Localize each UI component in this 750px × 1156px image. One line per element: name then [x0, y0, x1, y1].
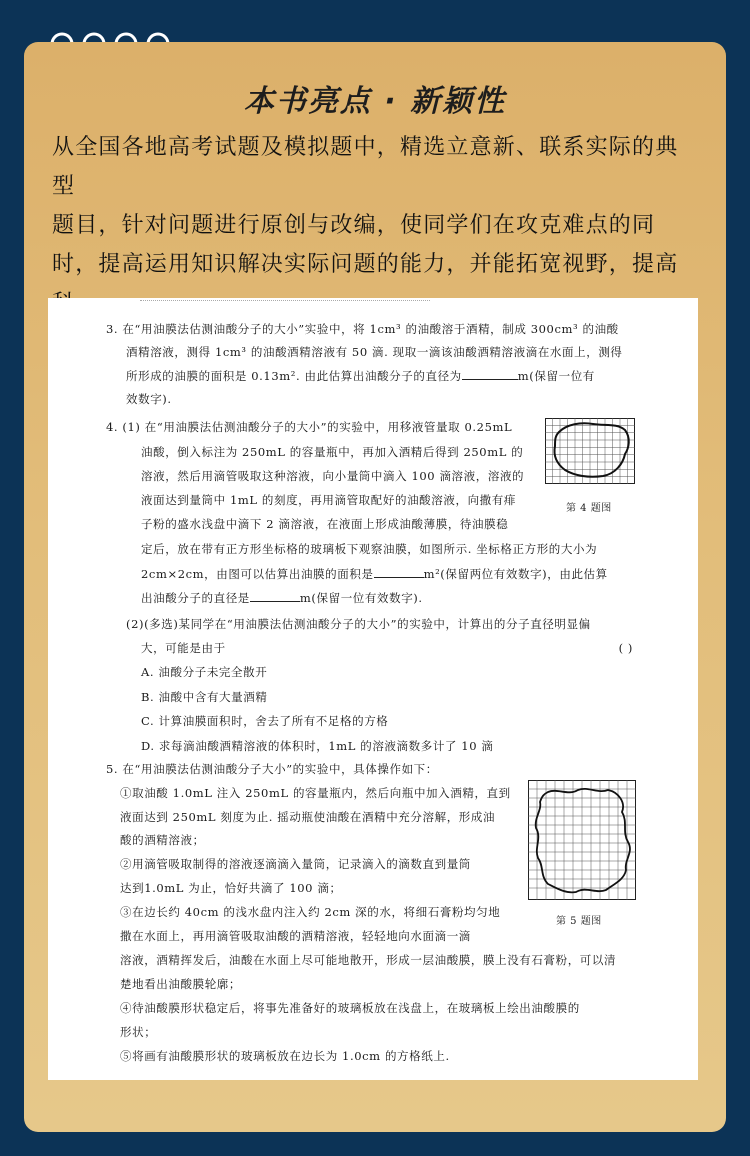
- q5-step1-line-1: ①取油酸 1.0mL 注入 250mL 的容量瓶内，然后向瓶中加入酒精，直到: [120, 786, 511, 800]
- q3-line-2: 酒精溶液，测得 1cm³ 的油酸酒精溶液有 50 滴. 现取一滴该油酸酒精溶液滴在水面上，测得: [126, 345, 623, 359]
- q5-step2-line-2: 达到1.0mL 为止，恰好共滴了 100 滴；: [120, 881, 342, 895]
- q4-line-6: 定后，放在带有正方形坐标格的玻璃板下观察油膜，如图所示. 坐标格正方形的大小为: [141, 542, 598, 556]
- q5-oil-film-grid-figure: [528, 780, 636, 900]
- q4-line-8: 出油酸分子的直径是 m(保留一位有效数字).: [141, 591, 423, 605]
- q4-line-1: 4. (1) 在“用油膜法估测油酸分子的大小”的实验中，用移液管量取 0.25mL: [106, 420, 513, 434]
- q4-line-2: 油酸，倒入标注为 250mL 的容量瓶中，再加入酒精后得到 250mL 的: [141, 445, 524, 459]
- q5-step3-line-1: ③在边长约 40cm 的浅水盘内注入约 2cm 深的水，将细石膏粉均匀地: [120, 905, 501, 919]
- q3-line-3: 所形成的油膜的面积是 0.13m². 由此估算出油酸分子的直径为 m(保留一位有: [126, 369, 595, 383]
- q4-option-a: A. 油酸分子未完全散开: [141, 665, 268, 679]
- card-title: 本书亮点 · 新颖性: [243, 84, 507, 119]
- q4-option-c: C. 计算油膜面积时，舍去了所有不足格的方格: [141, 714, 389, 728]
- q3-line-1: 3. 在“用油膜法估测油酸分子的大小”实验中，将 1cm³ 的油酸溶于酒精，制成 300cm³ 的油酸: [106, 322, 619, 336]
- intro-line-3: 时，提高运用知识解决实际问题的能力，并能拓宽视野，提高: [52, 252, 679, 277]
- q4-oil-film-grid-figure: [545, 418, 635, 484]
- q4-answer-paren: ( ): [618, 641, 633, 655]
- q4-diameter-blank: [250, 591, 300, 602]
- q4-option-b: B. 油酸中含有大量酒精: [141, 690, 268, 704]
- q4-part2-line-1: (2)(多选)某同学在“用油膜法估测油酸分子的大小”的实验中，计算出的分子直径明显偏: [126, 617, 591, 631]
- q5-step4-line-1: ④待油酸膜形状稳定后，将事先准备好的玻璃板放在浅盘上，在玻璃板上绘出油酸膜的: [120, 1001, 580, 1015]
- q3-line-4: 效数字).: [126, 392, 172, 406]
- q5-step3-line-3: 溶液，酒精挥发后，油酸在水面上尽可能地散开，形成一层油酸膜，膜上没有石膏粉，可以清: [120, 953, 617, 967]
- intro-line-1: 从全国各地高考试题及模拟题中，精选立意新、联系实际的典型: [52, 135, 679, 199]
- q5-step3-line-2: 撒在水面上，再用滴管吸取油酸的酒精溶液，轻轻地向水面滴一滴: [120, 929, 471, 943]
- q5-figure-caption: 第 5 题图: [556, 916, 602, 927]
- q5-heading: 5. 在“用油膜法估测油酸分子大小”的实验中，具体操作如下：: [106, 762, 438, 776]
- q5-step2-line-1: ②用滴管吸取制得的溶液逐滴滴入量筒，记录滴入的滴数直到量筒: [120, 857, 471, 871]
- q5-step4-line-2: 形状；: [120, 1025, 157, 1039]
- q3-answer-blank: [462, 369, 518, 380]
- intro-line-2: 题目，针对问题进行原创与改编，使同学们在攻克难点的同: [52, 213, 656, 238]
- q4-line-4: 液面达到量筒中 1mL 的刻度，再用滴管取配好的油酸溶液，向撒有痱: [141, 493, 516, 507]
- q5-step3-line-4: 楚地看出油酸膜轮廓；: [120, 977, 241, 991]
- exam-page-scan: [48, 298, 698, 1080]
- q4-option-d: D. 求每滴油酸酒精溶液的体积时，1mL 的溶液滴数多计了 10 滴: [141, 739, 494, 753]
- q4-part2-line-2: 大，可能是由于 ( ): [141, 641, 633, 655]
- q4-line-5: 子粉的盛水浅盘中滴下 2 滴溶液，在液面上形成油酸薄膜，待油膜稳: [141, 517, 509, 531]
- q5-step5-line-1: ⑤将画有油酸膜形状的玻璃板放在边长为 1.0cm 的方格纸上.: [120, 1049, 450, 1063]
- q5-step1-line-3: 酸的酒精溶液；: [120, 833, 205, 847]
- q4-figure-caption: 第 4 题图: [566, 503, 612, 514]
- q4-line-3: 溶液，然后用滴管吸取这种溶液，向小量筒中滴入 100 滴溶液，溶液的: [141, 469, 525, 483]
- q5-step1-line-2: 液面达到 250mL 刻度为止. 摇动瓶使油酸在酒精中充分溶解，形成油: [120, 810, 496, 824]
- q4-line-7: 2cm×2cm，由图可以估算出油膜的面积是 m²(保留两位有效数字)，由此估算: [141, 567, 608, 581]
- page-top-divider: [140, 300, 430, 301]
- q4-area-blank: [374, 567, 424, 578]
